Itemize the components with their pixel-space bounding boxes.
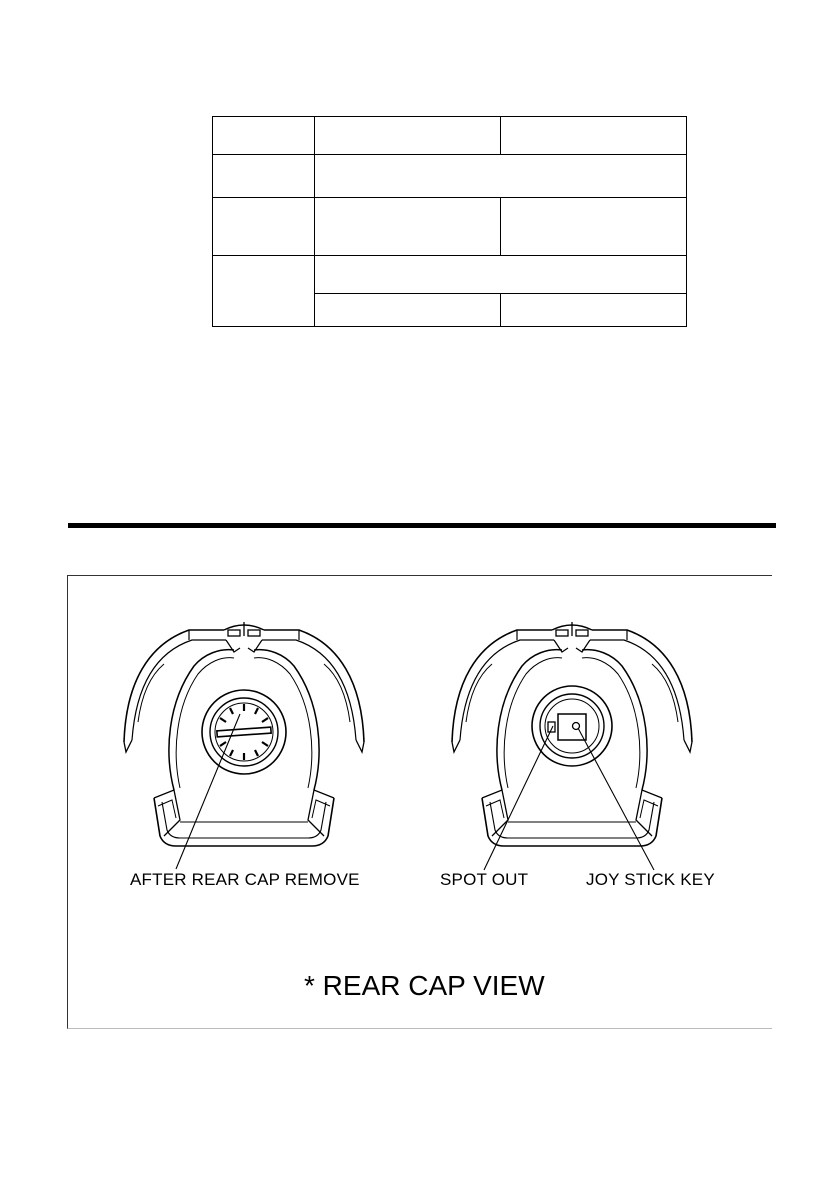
rear-cap-unit [124,622,364,846]
table-row [213,117,687,155]
spot-out-socket [548,722,555,732]
cap-removed-unit [452,622,692,846]
rear-cap-figure [67,575,772,1029]
table-cell [501,117,687,155]
spot-out-label: SPOT OUT [440,870,529,889]
table-cell [213,117,315,155]
table-cell [213,256,315,327]
table-cell [213,198,315,256]
rear-cap-drawing [68,576,772,1028]
table-cell [315,198,501,256]
figure-title: * REAR CAP VIEW [304,970,545,1001]
table-cell [315,294,501,327]
table-cell [315,117,501,155]
table-row [213,155,687,198]
table-cell [501,294,687,327]
table-cell [501,198,687,256]
table-row [213,198,687,256]
spec-table [212,116,687,327]
after-rear-cap-remove-label: AFTER REAR CAP REMOVE [130,870,360,889]
joy-stick-key-label: JOY STICK KEY [586,870,715,889]
table-cell [315,256,687,294]
table-cell [213,155,315,198]
table-row [213,256,687,294]
section-divider [68,523,776,528]
table-cell [315,155,687,198]
